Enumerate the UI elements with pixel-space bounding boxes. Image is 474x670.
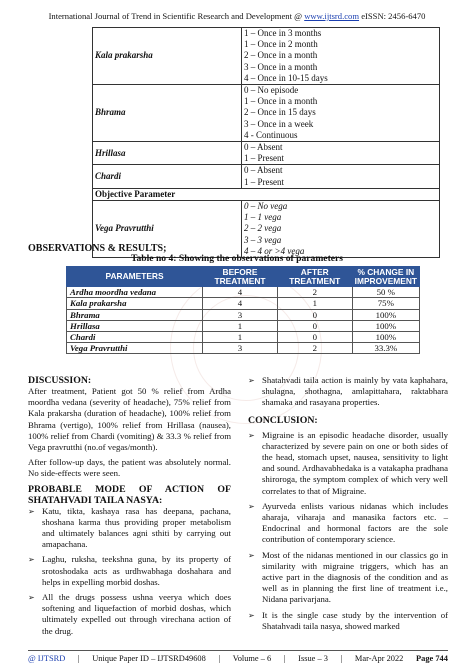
criteria-row (93, 28, 440, 85)
mode-of-action-heading: PROBABLE MODE OF ACTION OF SHATAHVADI TAILA NASYA: (28, 483, 231, 506)
after-cell: 2 (277, 287, 352, 298)
criteria-name: Vega Pravrutthi (93, 201, 242, 258)
table-row (67, 320, 420, 331)
list-item: ➢ Laghu, ruksha, teekshna guna, by its property of srotoshodaka acts as urdhwabhaga doshahara and helps in expelling morbid doshas. (28, 554, 231, 588)
criteria-name: Kala prakarsha (93, 28, 242, 85)
change-cell: 50 % (352, 287, 419, 298)
criteria-value: 1 – 1 vega (244, 212, 282, 223)
criteria-value: 2 – 2 vega (244, 223, 282, 234)
table-row (67, 287, 420, 298)
criteria-section-row (93, 188, 440, 200)
table-row (67, 332, 420, 343)
discussion-paragraph: After follow-up days, the patient was absolutely normal. No side-effects were seen. (28, 457, 231, 479)
after-cell: 1 (277, 298, 352, 309)
after-cell: 2 (277, 343, 352, 354)
criteria-name: Chardi (93, 165, 242, 188)
running-header (0, 11, 474, 21)
footer-journal-link[interactable]: @ IJTSRD (28, 654, 66, 663)
criteria-values (242, 142, 440, 165)
col-header: % CHANGE IN IMPROVEMENT (352, 267, 419, 287)
discussion-heading: DISCUSSION: (28, 375, 92, 386)
criteria-value: 0 – Absent (244, 165, 283, 176)
criteria-value: 4 - Continuous (244, 129, 298, 140)
before-cell: 4 (203, 287, 278, 298)
observations-heading: OBSERVATIONS & RESULTS; (28, 243, 167, 254)
list-item: ➢ Most of the nidanas mentioned in our classics go in similarity with migraine triggers, which has an active part in the diagnosis of the condition and as well as in planning the first line of treatment i.e., Nidana parivarjana. (248, 550, 448, 606)
footer-date: Mar-Apr 2022 (354, 654, 404, 663)
parameter-cell: Ardha moordha vedana (67, 287, 203, 298)
conclusion-heading: CONCLUSION: (248, 414, 318, 426)
criteria-value: 1 – Once in a month (244, 96, 318, 107)
criteria-name: Bhrama (93, 85, 242, 142)
journal-title: International Journal of Trend in Scientific Research and Development @ (48, 11, 303, 21)
list-item: ➢ Ayurveda enlists various nidanas which includes aharaja, viharaja and manasika factors etc. – Endocrinal and hormonal factors are the sole contribution of contemporary science. (248, 501, 448, 546)
list-item: ➢ Katu, tikta, kashaya rasa has deepana, pachana, shoshana karma thus providing proper metabolism and ultimately balances agni sthiti by carrying out amapachana. (28, 506, 231, 551)
criteria-values (242, 85, 440, 142)
table-header-row (67, 267, 420, 287)
criteria-value: 0 – No vega (244, 201, 288, 212)
list-item: ➢ It is the single case study by the intervention of Shatahvadi taila nasya, showed marked (248, 610, 448, 632)
criteria-values (242, 201, 440, 258)
criteria-value: 3 – Once in a month (244, 61, 318, 72)
left-column (28, 375, 231, 637)
table-row (67, 343, 420, 354)
objective-parameter-heading: Objective Parameter (93, 188, 440, 200)
criteria-value: 4 – 4 or >4 vega (244, 245, 305, 256)
table-row (67, 309, 420, 320)
before-cell: 1 (203, 320, 278, 331)
criteria-value: 2 – Once in 15 days (244, 107, 316, 118)
col-header: BEFORE TREATMENT (203, 267, 278, 287)
list-item: ➢ All the drugs possess ushna veerya which does softening and liquefaction of morbid doshas, which ultimately expelled out through virechana action of the drug. (28, 592, 231, 637)
criteria-value: 3 – Once in a week (244, 118, 314, 129)
criteria-value: 1 – Present (244, 176, 284, 187)
issn: eISSN: 2456-6470 (361, 11, 426, 21)
criteria-value: 1 – Once in 3 months (244, 28, 322, 38)
footer-volume: Volume – 6 (232, 654, 272, 663)
change-cell: 100% (352, 320, 419, 331)
observations-table (66, 266, 420, 354)
criteria-value: 0 – Absent (244, 142, 283, 153)
before-cell: 3 (203, 343, 278, 354)
change-cell: 100% (352, 332, 419, 343)
list-item: ➢ Shatahvadi taila action is mainly by vata kaphahara, shulagna, shothagna, amlapittahara, raktabhara shamaka and rasayana properties. (248, 375, 448, 409)
parameter-cell: Hrillasa (67, 320, 203, 331)
criteria-value: 1 – Present (244, 153, 284, 164)
criteria-values (242, 165, 440, 188)
criteria-value: 0 – No episode (244, 85, 299, 96)
page-number: Page 744 (416, 654, 448, 663)
table-caption: Table no 4: Showing the observations of parameters (130, 253, 344, 264)
after-cell: 0 (277, 332, 352, 343)
right-column (248, 375, 448, 632)
criteria-name: Hrillasa (93, 142, 242, 165)
change-cell: 75% (352, 298, 419, 309)
criteria-table (92, 27, 440, 258)
change-cell: 100% (352, 309, 419, 320)
before-cell: 3 (203, 309, 278, 320)
criteria-row (93, 85, 440, 142)
list-item: ➢ Migraine is an episodic headache disorder, usually characterized by severe pain on one or both sides of the head, stomach upset, nausea, sensitivity to light and sound. Ardhavabhedaka is a vatakapha pradhana shiroroga, the symptom complex of which very well correlates to that of Migraine. (248, 430, 448, 497)
footer-issue: Issue – 3 (298, 654, 328, 663)
after-cell: 0 (277, 320, 352, 331)
col-header: AFTER TREATMENT (277, 267, 352, 287)
change-cell: 33.3% (352, 343, 419, 354)
footer-paper-id: Unique Paper ID – IJTSRD49608 (92, 654, 206, 663)
criteria-value: 2 – Once in a month (244, 50, 318, 61)
parameter-cell: Bhrama (67, 309, 203, 320)
before-cell: 4 (203, 298, 278, 309)
page-footer: @ IJTSRD | Unique Paper ID – IJTSRD49608 | Volume – 6 | Issue – 3 | Mar-Apr 2022 Page 744 (28, 650, 448, 663)
journal-link[interactable]: www.ijtsrd.com (304, 11, 360, 21)
criteria-value: 1 – Once in 2 month (244, 39, 318, 50)
before-cell: 1 (203, 332, 278, 343)
parameter-cell: Kala prakarsha (67, 298, 203, 309)
table-row (67, 298, 420, 309)
after-cell: 0 (277, 309, 352, 320)
criteria-value: 4 – Once in 10-15 days (244, 72, 328, 83)
criteria-values (242, 28, 440, 85)
criteria-row (93, 165, 440, 188)
criteria-row (93, 142, 440, 165)
criteria-value: 3 – 3 vega (244, 234, 282, 245)
discussion-paragraph: After treatment, Patient got 50 % relief from Ardha moordha vedana (severity of headache), 75% relief from Kala prakarsha (duration of headache), 100% relief from Bhrama (vertigo), 100% relief from Hrillasa (nausea), 100% relief from Chardi (vomiting) & 33.3 % relief from Vega pravrutthi (no.of vegas/month). (28, 386, 231, 453)
parameter-cell: Chardi (67, 332, 203, 343)
parameter-cell: Vega Pravrutthi (67, 343, 203, 354)
col-header: PARAMETERS (67, 267, 203, 287)
